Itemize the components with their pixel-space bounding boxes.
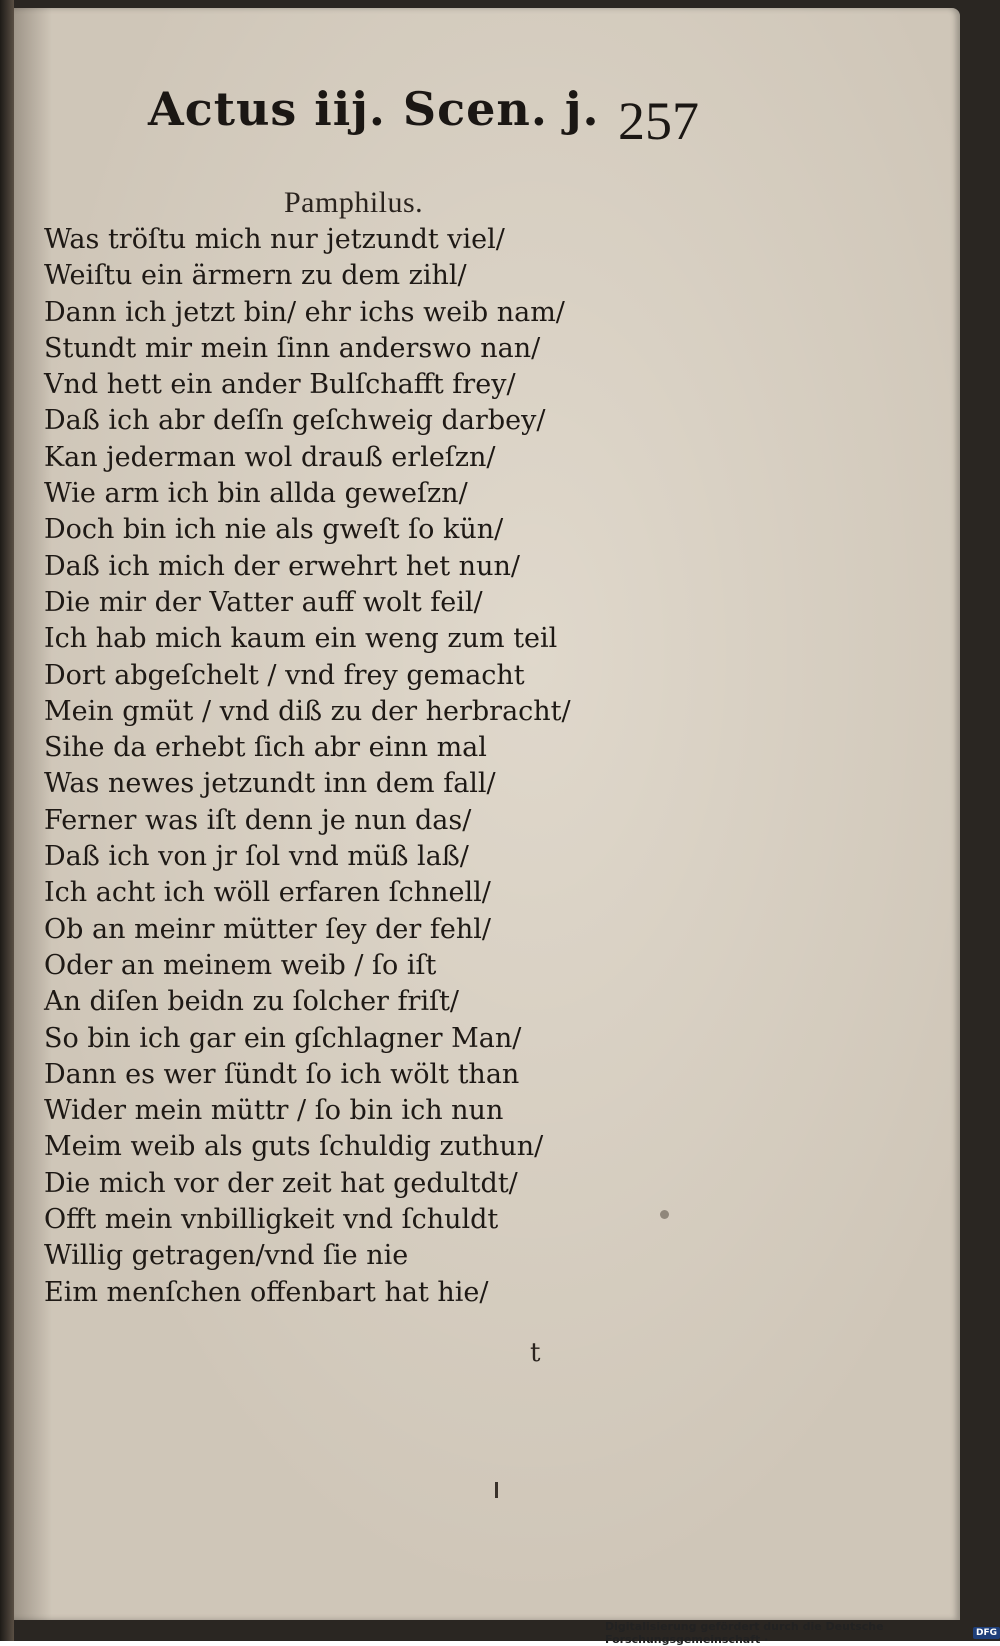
page-header [148, 82, 768, 162]
verse-line: Dann ich jetzt bin/ ehr ichs weib nam/ [44, 296, 565, 328]
verse-line: Doch bin ich nie als gweſt ſo kün/ [44, 514, 504, 546]
verse-line: Daß ich mich der erwehrt het nun/ [44, 550, 520, 582]
verse-line: Willig getragen/vnd ſie nie [44, 1240, 409, 1272]
verse-line: Offt mein vnbilligkeit vnd ſchuldt [44, 1204, 499, 1236]
verse-block [44, 222, 604, 1311]
verse-line: Vnd hett ein ander Bulſchafft frey/ [44, 369, 516, 401]
verse-line: Kan jederman wol drauß erleſzn/ [44, 441, 496, 473]
speaker-name: Pamphilus. [284, 186, 424, 219]
verse-line: Was newes jetzundt inn dem fall/ [44, 768, 496, 800]
digitization-footer [605, 1619, 1000, 1646]
verse-line: Die mir der Vatter auff wolt feil/ [44, 586, 483, 618]
verse-line: Daß ich von jr ſol vnd müß laß/ [44, 841, 469, 873]
verse-line: Stundt mir mein ſinn anderswo nan/ [44, 332, 541, 364]
verse-line: Dort abgeſchelt / vnd frey gemacht [44, 659, 525, 691]
verse-line: Dann es wer ſündt ſo ich wölt than [44, 1058, 520, 1090]
verse-line: Ich acht ich wöll erfaren ſchnell/ [44, 877, 491, 909]
running-head: Actus iij. Scen. j. [148, 82, 600, 136]
ink-spot [660, 1210, 669, 1219]
page-number: 257 [618, 91, 699, 151]
verse-line: Wider mein müttr / ſo bin ich nun [44, 1095, 504, 1127]
verse-line: Ob an meinr mütter ſey der fehl/ [44, 913, 491, 945]
verse-line: Oder an meinem weib / ſo iſt [44, 949, 437, 981]
verse-line: Was tröſtu mich nur jetzundt viel/ [44, 224, 505, 255]
verse-line: An diſen beidn zu ſolcher friſt/ [44, 986, 460, 1018]
dfg-logo-icon: DFG [973, 1627, 1000, 1639]
verse-line: Die mich vor der zeit hat gedultdt/ [44, 1167, 518, 1199]
verse-line: Wie arm ich bin allda geweſzn/ [44, 478, 468, 510]
verse-line: Ich hab mich kaum ein weng zum teil [44, 623, 558, 655]
footer-credit: Digitalisierung gefördert durch die Deutsche Forschungsgemeinschaft · [605, 1619, 884, 1646]
verse-line: Mein gmüt / vnd diß zu der herbracht/ [44, 695, 571, 727]
verse-line: So bin ich gar ein gſchlagner Man/ [44, 1022, 522, 1054]
verse-line: Daß ich abr deſſn geſchweig darbey/ [44, 405, 546, 437]
verse-line: Eim menſchen offenbart hat hie/ [44, 1276, 489, 1308]
verse-line: Sihe da erhebt ſich abr einn mal [44, 732, 487, 764]
book-gutter [0, 0, 14, 1641]
verse-line: Weiſtu ein ärmern zu dem zihl/ [44, 260, 467, 292]
verse-line: Ferner was iſt denn je nun das/ [44, 804, 472, 836]
ink-mark [495, 1482, 498, 1498]
catchword: t [530, 1338, 541, 1368]
verse-line: Meim weib als guts ſchuldig zuthun/ [44, 1131, 544, 1163]
